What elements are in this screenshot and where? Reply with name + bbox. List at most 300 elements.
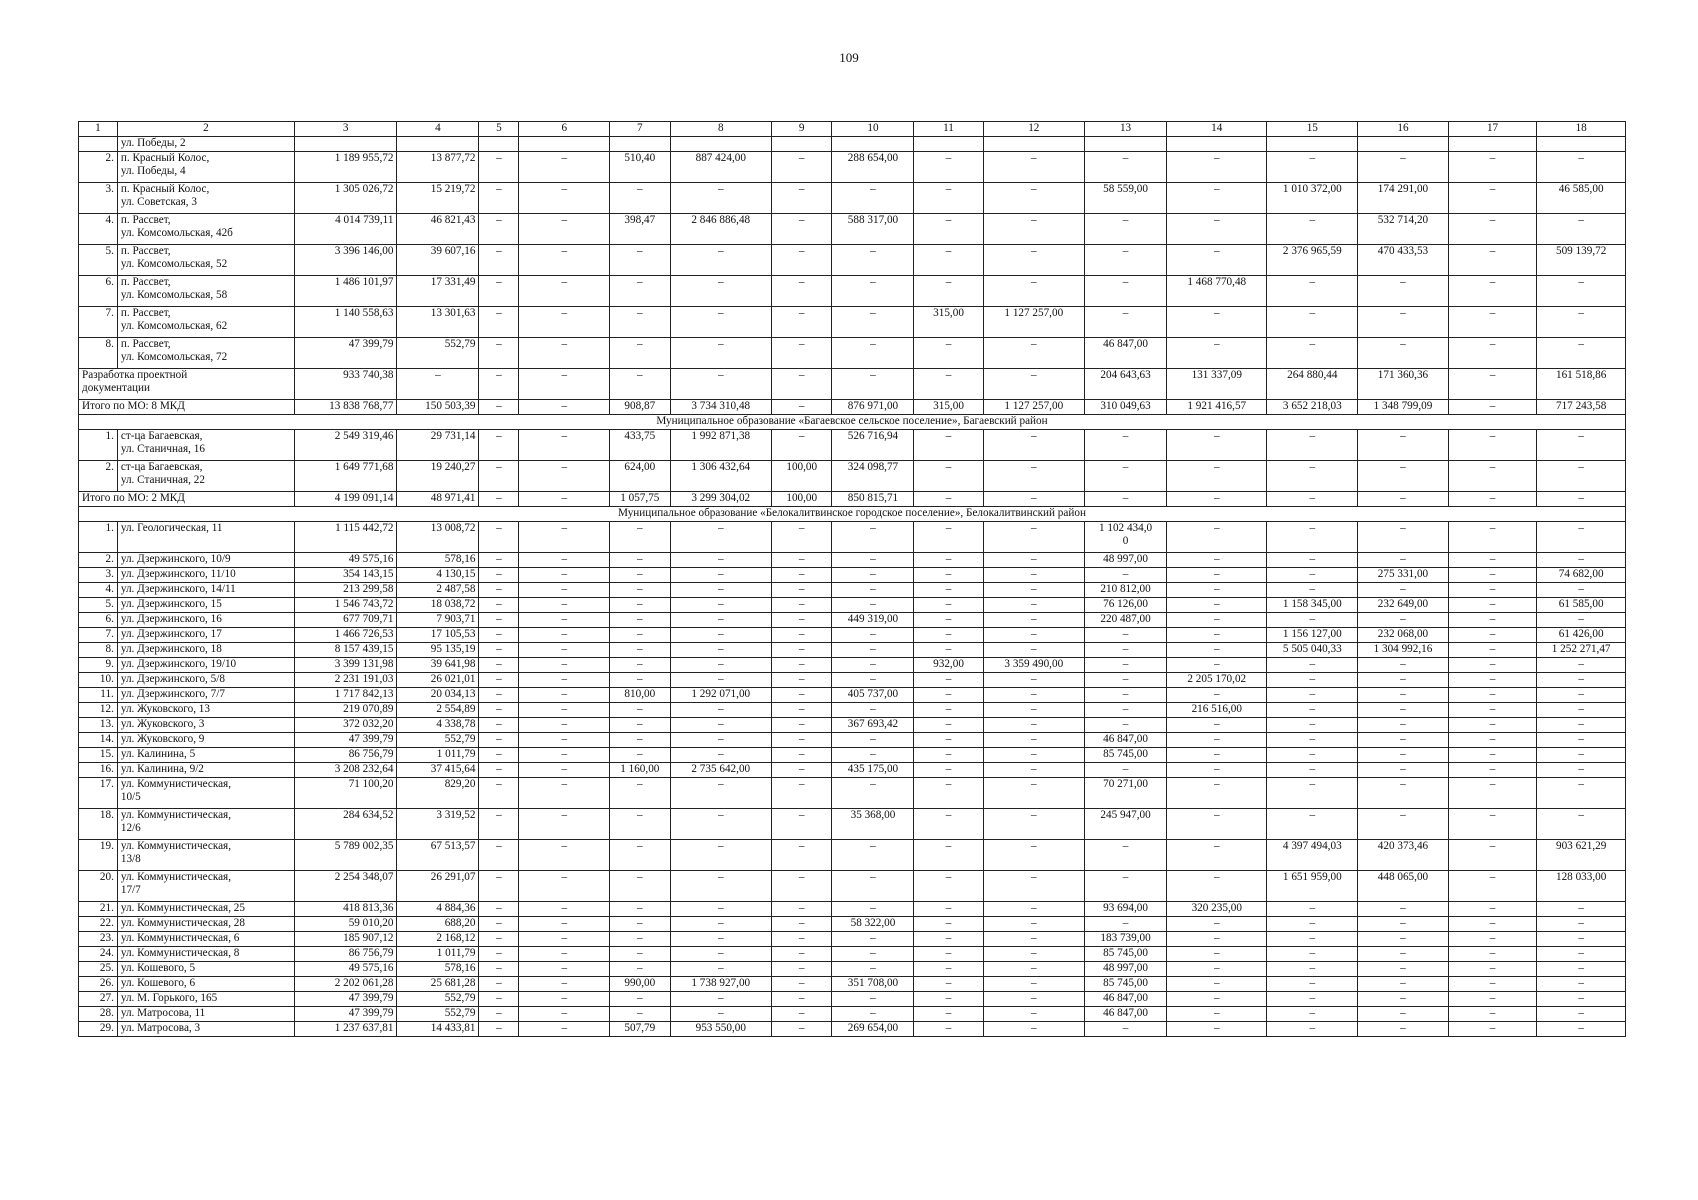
table-cell: – [1358, 276, 1449, 307]
table-cell: – [1358, 492, 1449, 507]
table-row [79, 1007, 1626, 1022]
table-cell: – [519, 733, 610, 748]
table-cell: – [983, 733, 1084, 748]
table-cell: – [519, 568, 610, 583]
table-cell: 17 331,49 [397, 276, 479, 307]
table-cell: – [832, 307, 914, 338]
table-cell: – [832, 338, 914, 369]
table-cell: – [772, 763, 832, 778]
table-cell: – [983, 338, 1084, 369]
table-cell: 433,75 [610, 430, 670, 461]
table-cell: – [1537, 307, 1626, 338]
table-cell: – [772, 1022, 832, 1037]
table-cell: 2 202 061,28 [294, 977, 397, 992]
row-number: 27. [79, 992, 118, 1007]
table-row [79, 568, 1626, 583]
table-cell: – [670, 809, 771, 840]
table-cell: – [1267, 733, 1358, 748]
table-cell: – [670, 871, 771, 902]
table-cell: 19 240,27 [397, 461, 479, 492]
table-cell: – [1448, 183, 1537, 214]
table-cell: – [1448, 568, 1537, 583]
table-cell: – [772, 553, 832, 568]
table-cell: – [479, 748, 519, 763]
address-cell: ул. Геологическая, 11 [117, 522, 294, 553]
table-cell: – [832, 778, 914, 809]
table-cell: – [772, 338, 832, 369]
table-cell: – [983, 778, 1084, 809]
table-cell: 204 643,63 [1085, 369, 1167, 400]
table-cell: 85 745,00 [1085, 977, 1167, 992]
table-cell: – [1167, 992, 1267, 1007]
table-cell: 2 254 348,07 [294, 871, 397, 902]
table-cell: 405 737,00 [832, 688, 914, 703]
table-cell: – [519, 962, 610, 977]
table-cell: – [1167, 932, 1267, 947]
address-cell: ул. Победы, 2 [117, 137, 294, 152]
table-cell: – [1085, 718, 1167, 733]
table-cell: – [519, 307, 610, 338]
table-cell: – [610, 276, 670, 307]
address-cell: ул. Коммунистическая, 12/6 [117, 809, 294, 840]
table-cell: – [1358, 152, 1449, 183]
table-cell: – [772, 718, 832, 733]
table-cell: – [479, 917, 519, 932]
row-number: 8. [79, 643, 118, 658]
table-row [79, 917, 1626, 932]
table-cell: 507,79 [610, 1022, 670, 1037]
table-cell: – [914, 1007, 983, 1022]
table-cell: – [772, 430, 832, 461]
table-cell: – [1085, 1022, 1167, 1037]
table-cell: – [519, 718, 610, 733]
table-cell: – [519, 932, 610, 947]
table-cell: – [1085, 703, 1167, 718]
table-cell: 2 231 191,03 [294, 673, 397, 688]
table-cell: 2 205 170,02 [1167, 673, 1267, 688]
data-table [78, 121, 1626, 1037]
table-cell: – [1167, 917, 1267, 932]
table-cell: – [1537, 947, 1626, 962]
table-cell: – [983, 553, 1084, 568]
row-number: 17. [79, 778, 118, 809]
table-cell: – [1448, 338, 1537, 369]
table-cell: 448 065,00 [1358, 871, 1449, 902]
table-cell: – [1358, 583, 1449, 598]
table-cell: – [1448, 902, 1537, 917]
table-cell: 13 838 768,77 [294, 400, 397, 415]
table-cell: 324 098,77 [832, 461, 914, 492]
table-cell: – [832, 992, 914, 1007]
table-cell: – [1448, 1022, 1537, 1037]
table-cell: – [1167, 152, 1267, 183]
table-cell: – [832, 568, 914, 583]
table-cell: – [479, 430, 519, 461]
table-cell: – [670, 902, 771, 917]
table-cell: 418 813,36 [294, 902, 397, 917]
table-cell: – [610, 703, 670, 718]
table-cell: – [479, 583, 519, 598]
table-cell: – [1085, 673, 1167, 688]
table-cell: 232 649,00 [1358, 598, 1449, 613]
table-cell: 1 057,75 [610, 492, 670, 507]
table-cell: 8 157 439,15 [294, 643, 397, 658]
table-cell: – [1448, 369, 1537, 400]
table-cell: – [772, 613, 832, 628]
table-row [79, 152, 1626, 183]
row-number: 8. [79, 338, 118, 369]
table-cell: – [1167, 598, 1267, 613]
table-cell: 470 433,53 [1358, 245, 1449, 276]
table-cell: – [914, 276, 983, 307]
table-cell: – [772, 658, 832, 673]
table-cell [1085, 137, 1167, 152]
table-cell: – [1267, 430, 1358, 461]
table-cell: 20 034,13 [397, 688, 479, 703]
row-number: 4. [79, 214, 118, 245]
table-cell: – [479, 902, 519, 917]
table-cell: – [914, 583, 983, 598]
table-cell: – [610, 1007, 670, 1022]
table-cell: 3 319,52 [397, 809, 479, 840]
table-cell: – [832, 962, 914, 977]
row-number: 12. [79, 703, 118, 718]
address-cell: ул. Дзержинского, 19/10 [117, 658, 294, 673]
table-cell: – [1448, 553, 1537, 568]
row-number: 6. [79, 613, 118, 628]
table-cell: 578,16 [397, 962, 479, 977]
table-cell: – [1167, 583, 1267, 598]
address-cell: ул. Калинина, 9/2 [117, 763, 294, 778]
table-cell: – [772, 673, 832, 688]
table-cell: – [832, 871, 914, 902]
table-cell: 1 189 955,72 [294, 152, 397, 183]
table-cell: – [983, 1022, 1084, 1037]
table-cell: 3 299 304,02 [670, 492, 771, 507]
table-cell: 58 322,00 [832, 917, 914, 932]
row-number: 7. [79, 307, 118, 338]
table-cell: – [914, 522, 983, 553]
table-cell: – [1448, 809, 1537, 840]
table-cell: 1 468 770,48 [1167, 276, 1267, 307]
table-cell [832, 137, 914, 152]
table-cell: 3 399 131,98 [294, 658, 397, 673]
row-number: 4. [79, 583, 118, 598]
row-number: 22. [79, 917, 118, 932]
table-cell: – [479, 307, 519, 338]
table-cell: – [1167, 748, 1267, 763]
table-cell: 86 756,79 [294, 947, 397, 962]
table-cell: – [1537, 733, 1626, 748]
table-row [79, 840, 1626, 871]
table-cell: 1 306 432,64 [670, 461, 771, 492]
summary-row [79, 400, 1626, 415]
column-number: 12 [983, 122, 1084, 137]
table-cell: – [914, 733, 983, 748]
table-row [79, 1022, 1626, 1037]
table-cell: – [983, 977, 1084, 992]
table-cell: – [1358, 718, 1449, 733]
table-cell: – [519, 430, 610, 461]
table-cell: – [610, 307, 670, 338]
table-cell: – [1085, 461, 1167, 492]
table-cell: 354 143,15 [294, 568, 397, 583]
table-cell: – [772, 917, 832, 932]
table-cell: – [1167, 643, 1267, 658]
table-cell: – [914, 553, 983, 568]
table-cell: 933 740,38 [294, 369, 397, 400]
address-cell: ул. Дзержинского, 18 [117, 643, 294, 658]
table-cell: – [479, 369, 519, 400]
table-cell: – [914, 613, 983, 628]
table-cell: 578,16 [397, 553, 479, 568]
table-cell: – [670, 568, 771, 583]
table-row [79, 307, 1626, 338]
table-cell: 1 546 743,72 [294, 598, 397, 613]
address-cell: ул. Калинина, 5 [117, 748, 294, 763]
table-cell: – [479, 613, 519, 628]
table-cell: – [914, 1022, 983, 1037]
table-row [79, 763, 1626, 778]
table-cell [772, 137, 832, 152]
table-cell: 552,79 [397, 733, 479, 748]
table-cell: 210 812,00 [1085, 583, 1167, 598]
table-cell: – [1167, 763, 1267, 778]
table-cell: – [1537, 553, 1626, 568]
row-number: 14. [79, 733, 118, 748]
table-cell: – [1537, 214, 1626, 245]
table-cell: – [610, 628, 670, 643]
table-cell: – [610, 748, 670, 763]
table-cell: – [1167, 733, 1267, 748]
table-cell: – [914, 214, 983, 245]
table-cell: 552,79 [397, 1007, 479, 1022]
table-cell: 624,00 [610, 461, 670, 492]
table-cell: – [832, 1007, 914, 1022]
summary-label: Итого по МО: 8 МКД [79, 400, 295, 415]
table-cell: – [670, 307, 771, 338]
table-cell: – [1358, 613, 1449, 628]
table-cell: – [610, 840, 670, 871]
table-cell: – [1537, 917, 1626, 932]
table-cell: – [1167, 947, 1267, 962]
table-row [79, 809, 1626, 840]
table-cell: – [983, 917, 1084, 932]
table-row [79, 718, 1626, 733]
table-cell: 37 415,64 [397, 763, 479, 778]
table-cell: – [1537, 492, 1626, 507]
table-cell [983, 137, 1084, 152]
table-cell: – [1358, 763, 1449, 778]
table-cell: 131 337,09 [1167, 369, 1267, 400]
table-cell: – [1448, 703, 1537, 718]
table-cell: – [1167, 568, 1267, 583]
table-row [79, 276, 1626, 307]
column-number: 5 [479, 122, 519, 137]
table-row [79, 688, 1626, 703]
table-cell: – [1167, 430, 1267, 461]
table-cell: 688,20 [397, 917, 479, 932]
address-cell: ул. Коммунистическая, 13/8 [117, 840, 294, 871]
table-cell: – [914, 718, 983, 733]
table-cell: – [1267, 688, 1358, 703]
row-number: 5. [79, 598, 118, 613]
table-cell: – [1448, 245, 1537, 276]
table-cell: – [519, 492, 610, 507]
table-cell: – [1448, 977, 1537, 992]
table-cell: 59 010,20 [294, 917, 397, 932]
table-cell: – [832, 733, 914, 748]
table-cell: – [1537, 992, 1626, 1007]
table-cell: – [832, 276, 914, 307]
address-cell: ул. Матросова, 3 [117, 1022, 294, 1037]
table-cell: 449 319,00 [832, 613, 914, 628]
table-cell: – [670, 245, 771, 276]
row-number: 18. [79, 809, 118, 840]
table-cell: – [1358, 962, 1449, 977]
table-cell: – [670, 613, 771, 628]
table-cell [479, 137, 519, 152]
table-cell: – [772, 1007, 832, 1022]
table-cell: 49 575,16 [294, 553, 397, 568]
table-cell: – [1267, 763, 1358, 778]
table-cell: – [1267, 276, 1358, 307]
table-cell: 3 359 490,00 [983, 658, 1084, 673]
table-cell: – [610, 809, 670, 840]
table-cell: – [1448, 522, 1537, 553]
page-number: 109 [839, 50, 859, 65]
table-cell: – [479, 703, 519, 718]
table-cell: – [519, 152, 610, 183]
table-cell: 398,47 [610, 214, 670, 245]
table-cell: 1 921 416,57 [1167, 400, 1267, 415]
column-number: 14 [1167, 122, 1267, 137]
table-cell: 46 847,00 [1085, 733, 1167, 748]
address-cell: п. Рассвет, ул. Комсомольская, 62 [117, 307, 294, 338]
table-cell: – [519, 977, 610, 992]
summary-row [79, 369, 1626, 400]
table-cell: – [1085, 643, 1167, 658]
table-cell: – [479, 992, 519, 1007]
table-cell: – [1358, 307, 1449, 338]
table-cell: – [1537, 152, 1626, 183]
address-cell: п. Рассвет, ул. Комсомольская, 52 [117, 245, 294, 276]
table-cell: – [1167, 461, 1267, 492]
table-row [79, 778, 1626, 809]
table-cell: – [1448, 461, 1537, 492]
table-cell: 5 505 040,33 [1267, 643, 1358, 658]
table-cell: – [479, 688, 519, 703]
table-cell: – [1448, 673, 1537, 688]
table-cell: 26 291,07 [397, 871, 479, 902]
table-cell: – [1358, 778, 1449, 809]
table-cell: – [1537, 902, 1626, 917]
table-cell: – [610, 778, 670, 809]
table-cell: – [832, 369, 914, 400]
table-cell: – [772, 643, 832, 658]
table-cell: – [983, 568, 1084, 583]
table-cell: 3 652 218,03 [1267, 400, 1358, 415]
table-cell: 2 554,89 [397, 703, 479, 718]
table-cell: – [1167, 628, 1267, 643]
table-cell [914, 137, 983, 152]
table-cell: – [519, 763, 610, 778]
table-cell: – [914, 245, 983, 276]
table-cell: 85 745,00 [1085, 748, 1167, 763]
table-cell: 7 903,71 [397, 613, 479, 628]
table-cell: – [1537, 276, 1626, 307]
table-cell: 1 304 992,16 [1358, 643, 1449, 658]
table-cell: 990,00 [610, 977, 670, 992]
table-cell: 1 252 271,47 [1537, 643, 1626, 658]
table-cell: – [670, 748, 771, 763]
table-cell: – [1267, 977, 1358, 992]
table-cell: – [610, 643, 670, 658]
table-cell: – [1167, 962, 1267, 977]
summary-label: Разработка проектной документации [79, 369, 295, 400]
table-cell: – [832, 673, 914, 688]
table-cell: – [1085, 214, 1167, 245]
column-number: 13 [1085, 122, 1167, 137]
row-number: 23. [79, 932, 118, 947]
table-cell: – [914, 673, 983, 688]
table-cell: 932,00 [914, 658, 983, 673]
table-cell: – [1358, 917, 1449, 932]
table-cell: – [1448, 871, 1537, 902]
table-cell: 552,79 [397, 992, 479, 1007]
table-cell: – [479, 276, 519, 307]
table-cell: – [519, 613, 610, 628]
table-cell: 2 376 965,59 [1267, 245, 1358, 276]
table-cell: – [479, 598, 519, 613]
table-cell: – [519, 214, 610, 245]
table-cell: – [772, 871, 832, 902]
table-cell: – [914, 430, 983, 461]
table-cell: 717 243,58 [1537, 400, 1626, 415]
table-row [79, 598, 1626, 613]
table-cell: – [772, 778, 832, 809]
table-cell: – [1085, 840, 1167, 871]
table-cell: 58 559,00 [1085, 183, 1167, 214]
table-row [79, 583, 1626, 598]
table-cell: – [772, 809, 832, 840]
table-cell: – [1537, 430, 1626, 461]
table-cell: – [1267, 492, 1358, 507]
table-cell: – [1167, 492, 1267, 507]
table-cell: 171 360,36 [1358, 369, 1449, 400]
table-cell: 48 997,00 [1085, 962, 1167, 977]
address-cell: ул. М. Горького, 165 [117, 992, 294, 1007]
table-cell: – [1537, 688, 1626, 703]
table-cell: – [1358, 902, 1449, 917]
table-cell: – [1448, 214, 1537, 245]
address-cell: ул. Жуковского, 13 [117, 703, 294, 718]
table-cell: – [1085, 568, 1167, 583]
table-cell: – [610, 369, 670, 400]
table-cell: 39 641,98 [397, 658, 479, 673]
table-cell: – [914, 763, 983, 778]
table-cell: 46 847,00 [1085, 992, 1167, 1007]
table-row [79, 673, 1626, 688]
table-row [79, 962, 1626, 977]
table-cell: 232 068,00 [1358, 628, 1449, 643]
table-cell: – [1267, 461, 1358, 492]
table-cell: – [772, 932, 832, 947]
table-cell: – [914, 338, 983, 369]
table-cell: 1 127 257,00 [983, 307, 1084, 338]
table-cell: – [1358, 658, 1449, 673]
table-cell: – [1537, 461, 1626, 492]
